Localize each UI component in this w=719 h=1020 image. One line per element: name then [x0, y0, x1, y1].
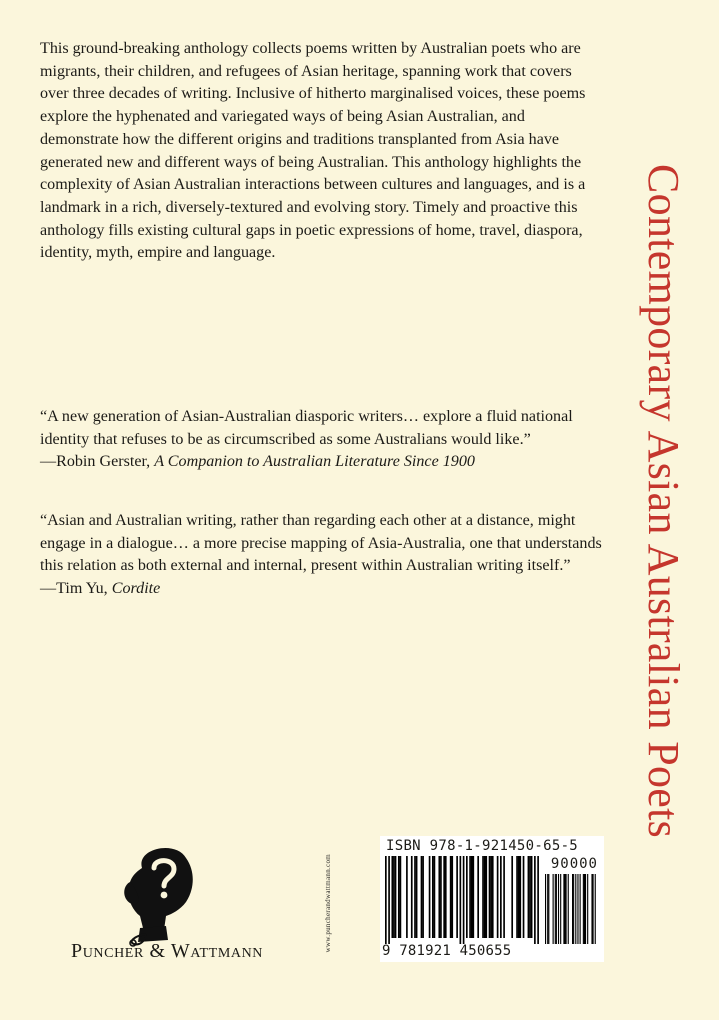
barcode-bar	[456, 856, 458, 938]
addon-bar	[555, 874, 556, 944]
addon-bar	[583, 874, 584, 944]
addon-bar	[573, 874, 574, 944]
barcode-bar	[440, 856, 442, 938]
addon-bar	[577, 874, 578, 944]
barcode-bar	[497, 856, 499, 938]
barcode-bar	[528, 856, 530, 938]
barcode-bar	[414, 856, 416, 938]
barcode-digits: 9 781921 450655	[382, 943, 512, 959]
quote-author: —Robin Gerster,	[40, 453, 155, 471]
review-quote-2	[40, 510, 602, 601]
barcode-bar	[445, 856, 447, 938]
barcode-bar	[523, 856, 525, 938]
barcode-bar	[511, 856, 513, 938]
addon-bar	[575, 874, 576, 944]
addon-bar	[593, 874, 594, 944]
review-quote-1	[40, 406, 602, 474]
addon-bar	[572, 874, 573, 944]
barcode-bar	[434, 856, 436, 938]
barcode-bar	[471, 856, 473, 938]
ean-barcode	[382, 856, 544, 944]
barcode-bar	[400, 856, 402, 938]
addon-bar	[587, 874, 588, 944]
price-code: 90000	[550, 856, 598, 872]
barcode-bar	[472, 856, 474, 938]
barcode-bar	[531, 856, 533, 938]
barcode-bar	[432, 856, 434, 938]
addon-bar	[545, 874, 546, 944]
barcode-bar	[406, 856, 408, 938]
quote-text: “Asian and Australian writing, rather than regarding each other at a distance, might engage in a dialogue… a more precise mapping of Asia-Australia, one that understands this relation as both external and internal, present within Australian writing itself.”	[40, 512, 602, 575]
addon-bar	[584, 874, 585, 944]
addon-bar	[566, 874, 567, 944]
barcode-bar	[534, 856, 536, 944]
barcode-bar	[503, 856, 505, 938]
vertical-title-text: Contemporary Asian Australian Poets	[639, 163, 688, 839]
barcode-bar	[518, 856, 520, 938]
addon-bar	[548, 874, 549, 944]
quote-author: —Tim Yu,	[40, 580, 112, 598]
barcode-bar	[388, 856, 390, 944]
barcode-bar	[395, 856, 397, 938]
quote-attribution	[40, 451, 602, 474]
isbn-barcode	[380, 836, 604, 962]
addon-bar	[585, 874, 586, 944]
addon-bar	[595, 874, 596, 944]
barcode-bar	[485, 856, 487, 938]
addon-bar	[580, 874, 581, 944]
barcode-bar	[451, 856, 453, 938]
addon-bar	[591, 874, 592, 944]
barcode-bar	[537, 856, 539, 944]
barcode-bar	[466, 856, 468, 938]
addon-bar	[564, 874, 565, 944]
barcode-bar	[490, 856, 492, 938]
barcode-bar	[460, 856, 462, 944]
barcode-bar	[492, 856, 494, 938]
barcode-bar	[489, 856, 491, 938]
barcode-bar	[469, 856, 471, 938]
barcode-bar	[411, 856, 413, 938]
barcode-bar	[391, 856, 393, 938]
barcode-bar	[398, 856, 400, 938]
barcode-bar	[421, 856, 423, 938]
barcode-bar	[385, 856, 387, 944]
publisher-url-text: www.puncherandwattmann.com	[324, 853, 332, 953]
barcode-bar	[429, 856, 431, 938]
publisher-url	[318, 838, 338, 968]
barcode-bar	[482, 856, 484, 938]
addon-bar	[563, 874, 564, 944]
vertical-title	[638, 36, 688, 966]
barcode-bar	[463, 856, 465, 944]
addon-bar	[558, 874, 559, 944]
barcode-bar	[416, 856, 418, 938]
book-blurb: This ground-breaking anthology collects poems written by Australian poets who are migrants, their children, and refugees of Asian heritage, spanning work that covers over three decades of writing. Inclusive of hitherto marginalised voices, these poems explore the hyphenated and variegated ways of being Asian Australian, and demonstrate how the different origins and traditions transplanted from Asia have generated new and different ways of being Australian. This anthology highlights the complexity of Asian Australian interactions between cultures and languages, and is a landmark in a rich, diversely-textured and evolving story. Timely and proactive this anthology fills existing cultural gaps in poetic expressions of home, travel, diaspora, identity, myth, empire and language.	[40, 40, 586, 262]
quote-text: “A new generation of Asian-Australian diasporic writers… explore a fluid national identity that refuses to be as circumscribed as some Australians would like.”	[40, 408, 573, 448]
addon-bar	[560, 874, 561, 944]
quote-attribution	[40, 578, 602, 601]
barcode-bar	[438, 856, 440, 938]
barcode-bar	[516, 856, 518, 938]
barcode-bar	[477, 856, 479, 938]
addon-barcode	[545, 874, 601, 944]
isbn-label: ISBN 978-1-921450-65-5	[386, 838, 579, 854]
addon-bar	[547, 874, 548, 944]
barcode-bar	[519, 856, 521, 938]
boxing-glove-question-mark-icon	[116, 838, 206, 948]
publisher-name: Puncher & Wattmann	[71, 940, 263, 962]
addon-bar	[556, 874, 557, 944]
barcode-bar	[422, 856, 424, 938]
quote-source: Cordite	[111, 580, 161, 598]
barcode-bar	[393, 856, 395, 938]
barcode-bar	[529, 856, 531, 938]
quote-source: A Companion to Australian Literature Since 1900	[154, 453, 475, 471]
barcode-bar	[500, 856, 502, 938]
barcode-bar	[484, 856, 486, 938]
barcode-bar	[450, 856, 452, 938]
barcode-bar	[443, 856, 445, 938]
addon-bar	[553, 874, 554, 944]
addon-bar	[568, 874, 569, 944]
